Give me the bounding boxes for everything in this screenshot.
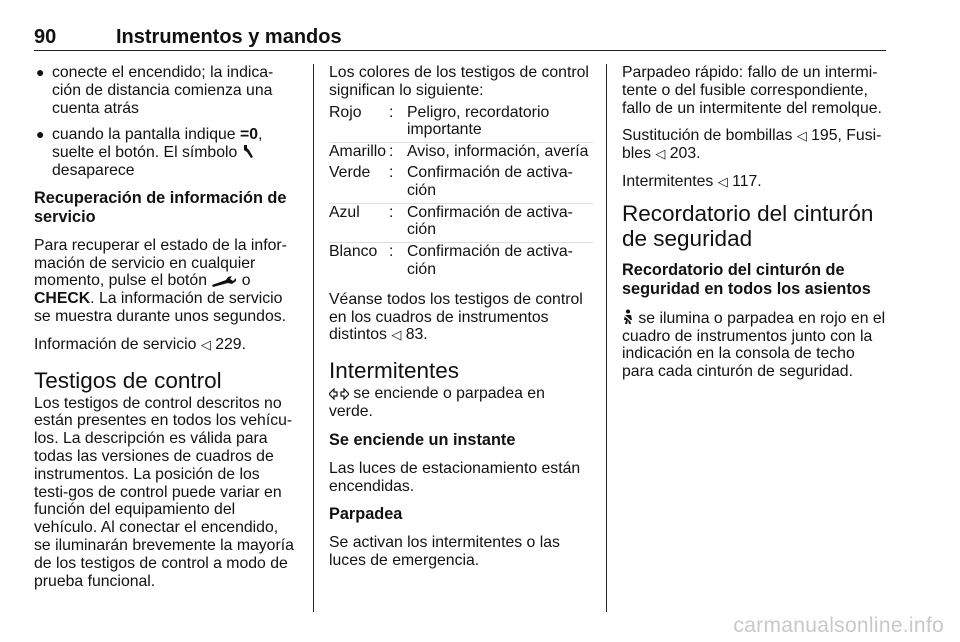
color-meaning: Aviso, información, avería [407,143,589,161]
check-button-label: CHECK [34,290,91,308]
chapter-heading: Intermitentes [329,358,460,384]
section-heading: Se enciende un instante [329,430,516,449]
color-name: Verde [329,164,389,203]
color-name: Blanco [329,243,378,261]
bullet-icon: ● [36,126,45,143]
color-meaning: Peligro, recordatorio importante [407,104,593,143]
page-ref-icon: ◁ [200,336,211,352]
bullet-text: , suelte el botón. El símbolo [52,126,263,162]
wrench-button-icon [211,275,237,287]
display-code: =0 [239,126,258,144]
header-rule [34,50,886,51]
color-meaning: Confirmación de activa-ción [407,243,573,278]
column-divider-1 [313,64,314,612]
paragraph: Las luces de estacionamiento están encendidas. [329,459,581,495]
bullet-text: conecte el encendido; la indica-ción de distancia comienza una cuenta atrás [52,64,274,117]
page-ref[interactable]: 83. [405,326,428,344]
wrench-icon [242,144,254,159]
page-ref-icon: ◁ [717,173,728,189]
text-run: . La información de servicio se muestra durante unos segundos. [34,290,287,325]
text-run: Para recuperar el estado de la infor-mación de servicio en cualquier momento, pulse el botón [34,236,287,290]
paragraph: Parpadeo rápido: fallo de un intermi-tente o del fusible correspondiente, fallo de un intermitente del remolque. [622,64,882,117]
page-ref[interactable]: 195, Fusi-bles [622,127,882,163]
text-run: se ilumina o parpadea en rojo en el cuadro de instrumentos junto con la indicación en la consola de techo para cada cinturón de seguridad. [622,309,886,381]
separator: : [389,143,394,161]
running-title: Instrumentos y mandos [116,26,342,48]
turn-signal-icon [329,388,349,400]
page-ref-icon: ◁ [391,327,402,343]
table-row [329,243,593,282]
column-divider-2 [606,64,607,612]
text-run: Información de servicio [34,335,201,353]
bullet-icon: ● [36,64,45,80]
seatbelt-icon [622,309,634,325]
table-row [329,164,593,203]
text-run: Intermitentes [622,172,718,190]
table-row [329,203,593,243]
color-meaning: Confirmación de activa-ción [407,164,593,203]
paragraph [622,309,888,381]
paragraph: Los colores de los testigos de control significan lo siguiente: [329,64,589,99]
table-row [329,143,593,164]
bullet-text: desaparece [52,161,135,179]
paragraph: Los testigos de control descritos no están presentes en todos los vehícu-los. La descripción es válida para todas las versiones de cuadros de instrumentos. La posición de los testi-gos de control puede variar en función del equipamiento del vehículo. Al conectar el encendido, se iluminarán brevemente la mayoría de los testigos de control a modo de prueba funcional. [34,394,294,590]
color-name: Rojo [329,104,389,143]
table-row [329,104,593,143]
page-ref[interactable]: 117. [732,172,762,190]
separator: : [389,164,407,203]
text-run: Sustitución de bombillas [622,127,797,145]
paragraph: Se activan los intermitentes o las luces de emergencia. [329,534,560,570]
column-1 [34,64,296,600]
page-ref-icon: ◁ [796,128,807,144]
page-ref[interactable]: 229. [215,335,246,353]
separator: : [389,243,394,261]
paragraph [329,385,593,421]
watermark-text: carmanualsonline.info [733,614,944,637]
color-name: Amarillo [329,143,387,161]
section-heading: Recordatorio del cinturón de seguridad en todos los asientos [622,260,871,298]
chapter-heading: Testigos de control [34,367,222,393]
paragraph [329,291,593,344]
paragraph [34,336,296,354]
paragraph [622,173,888,191]
paragraph [34,237,296,326]
page-ref[interactable]: 203. [669,145,701,163]
section-heading: Recuperación de información de servicio [34,188,287,226]
color-meaning-table [329,104,593,282]
text-run: o [237,272,251,290]
text-run: se enciende o parpadea en verde. [329,385,545,420]
column-3 [622,64,888,391]
bullet-item [34,126,296,179]
text-run: Véanse todos los testigos de control en los cuadros de instrumentos distintos [329,290,583,344]
page-ref-icon: ◁ [655,146,666,162]
page-header [34,26,886,52]
column-2 [329,64,593,580]
paragraph [622,127,888,163]
color-meaning: Confirmación de activa-ción [407,203,593,243]
bullet-text: cuando la pantalla indique [52,126,240,144]
page-number: 90 [34,26,57,48]
bullet-item [34,64,296,117]
separator: : [389,203,407,243]
color-name: Azul [329,203,389,243]
separator: : [389,104,407,143]
chapter-heading: Recordatorio del cinturón de seguridad [622,200,874,251]
section-heading: Parpadea [329,505,403,524]
